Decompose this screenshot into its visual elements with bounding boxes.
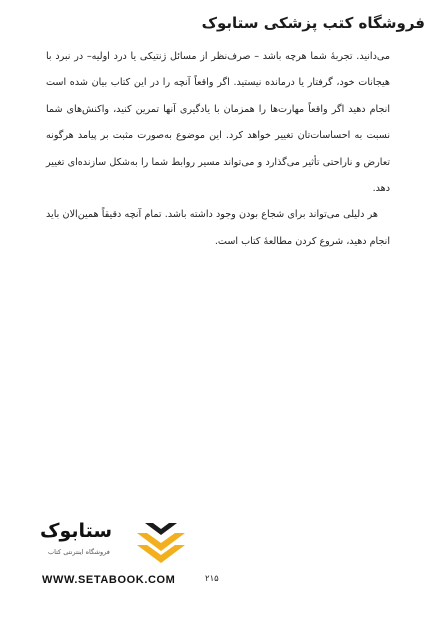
setabook-chevron-logo-icon bbox=[137, 523, 185, 565]
paragraph: هر دلیلی می‌تواند برای شجاع بودن وجود داشته باشد. تمام آنچه دقیقاً همین‌الان باید انجام دهید، شروع کردن مطالعهٔ کتاب است. bbox=[46, 209, 390, 247]
brand-logo[interactable] bbox=[40, 520, 190, 568]
paragraph: می‌دانید. تجربهٔ شما هرچه باشد – صرف‌نظر از مسائل ژنتیکی یا درد اولیه– در نبرد با هیجانات خود، گرفتار یا درمانده نیستید. اگر واقعاً آنچه را در این کتاب بیان شده است انجام دهید اگر واقعاً مهارت‌ها را همزمان با یادگیری آنها تمرین کنید، واکنش‌های شما نسبت به احساسات‌تان تغییر خواهد کرد. این موضوع به‌صورت مثبت بر پیامد هرگونه تعارض و ناراحتی تأثیر می‌گذارد و می‌تواند مسیر روابط شما را به‌شکل سازنده‌ای تغییر دهد. bbox=[46, 51, 390, 195]
website-link[interactable]: WWW.SETABOOK.COM bbox=[42, 574, 176, 586]
page-body bbox=[46, 44, 390, 255]
brand-subtitle: فروشگاه اینترنتی کتاب bbox=[48, 548, 110, 556]
store-title: فروشگاه کتب پزشکی ستابوک bbox=[201, 14, 425, 32]
brand-name: ستابوک bbox=[40, 520, 113, 542]
page-number: ۲۱۵ bbox=[205, 574, 219, 584]
